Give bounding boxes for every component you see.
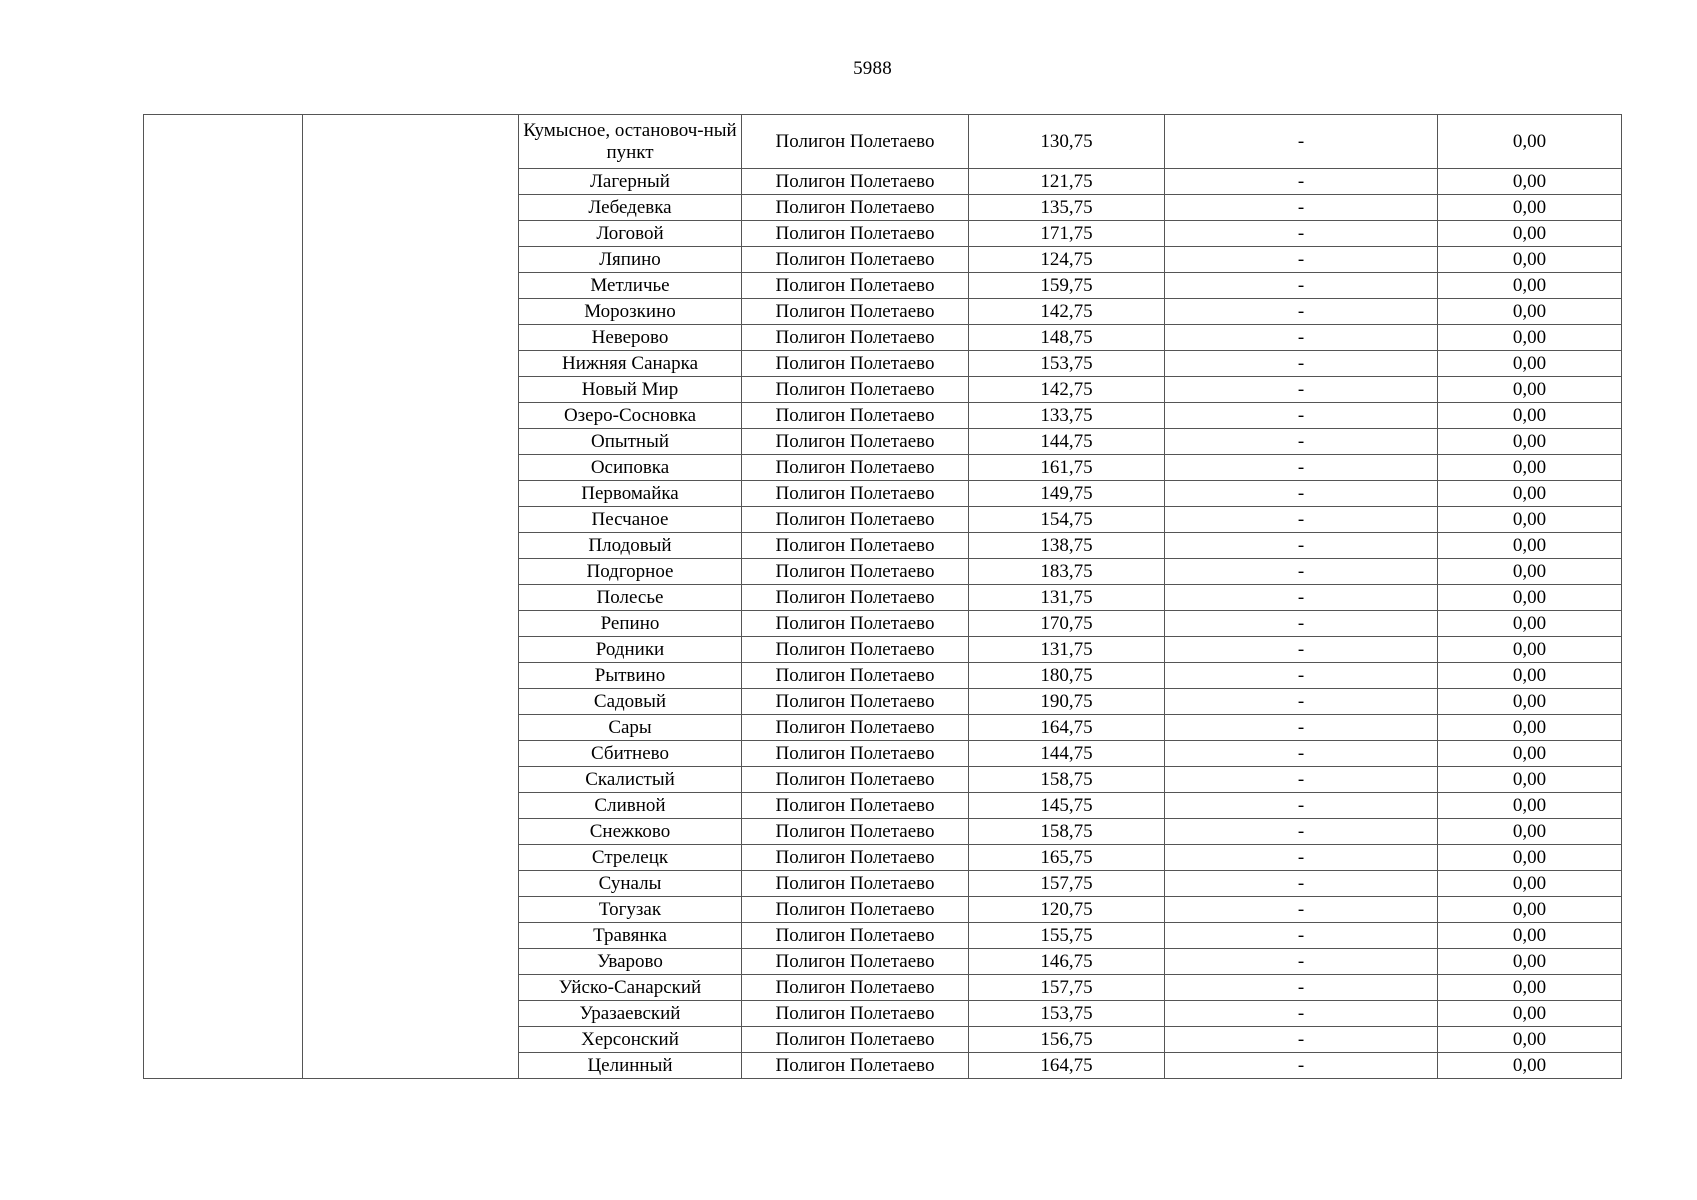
settlement-cell: Тогузак — [519, 897, 742, 923]
settlement-cell: Подгорное — [519, 559, 742, 585]
settlement-cell: Полесье — [519, 585, 742, 611]
dash-cell: - — [1165, 715, 1438, 741]
distance-cell: 183,75 — [969, 559, 1165, 585]
distance-cell: 153,75 — [969, 1001, 1165, 1027]
data-table — [143, 114, 1622, 1079]
value-cell: 0,00 — [1438, 663, 1622, 689]
value-cell: 0,00 — [1438, 533, 1622, 559]
dash-cell: - — [1165, 1027, 1438, 1053]
dash-cell: - — [1165, 299, 1438, 325]
dash-cell: - — [1165, 377, 1438, 403]
polygon-cell: Полигон Полетаево — [742, 559, 969, 585]
settlement-cell: Рытвино — [519, 663, 742, 689]
settlement-cell: Херсонский — [519, 1027, 742, 1053]
dash-cell: - — [1165, 115, 1438, 169]
dash-cell: - — [1165, 221, 1438, 247]
distance-cell: 133,75 — [969, 403, 1165, 429]
polygon-cell: Полигон Полетаево — [742, 689, 969, 715]
polygon-cell: Полигон Полетаево — [742, 975, 969, 1001]
settlement-cell: Первомайка — [519, 481, 742, 507]
dash-cell: - — [1165, 455, 1438, 481]
distance-cell: 146,75 — [969, 949, 1165, 975]
value-cell: 0,00 — [1438, 793, 1622, 819]
polygon-cell: Полигон Полетаево — [742, 949, 969, 975]
polygon-cell: Полигон Полетаево — [742, 819, 969, 845]
polygon-cell: Полигон Полетаево — [742, 1027, 969, 1053]
dash-cell: - — [1165, 819, 1438, 845]
distance-cell: 170,75 — [969, 611, 1165, 637]
value-cell: 0,00 — [1438, 949, 1622, 975]
value-cell: 0,00 — [1438, 767, 1622, 793]
dash-cell: - — [1165, 741, 1438, 767]
value-cell: 0,00 — [1438, 637, 1622, 663]
polygon-cell: Полигон Полетаево — [742, 273, 969, 299]
dash-cell: - — [1165, 949, 1438, 975]
distance-cell: 155,75 — [969, 923, 1165, 949]
settlement-cell: Метличье — [519, 273, 742, 299]
polygon-cell: Полигон Полетаево — [742, 741, 969, 767]
distance-cell: 164,75 — [969, 715, 1165, 741]
polygon-cell: Полигон Полетаево — [742, 637, 969, 663]
dash-cell: - — [1165, 663, 1438, 689]
dash-cell: - — [1165, 585, 1438, 611]
settlement-cell: Суналы — [519, 871, 742, 897]
settlement-cell: Нижняя Санарка — [519, 351, 742, 377]
value-cell: 0,00 — [1438, 1053, 1622, 1079]
polygon-cell: Полигон Полетаево — [742, 115, 969, 169]
value-cell: 0,00 — [1438, 115, 1622, 169]
polygon-cell: Полигон Полетаево — [742, 1053, 969, 1079]
settlement-cell: Плодовый — [519, 533, 742, 559]
settlement-cell: Лебедевка — [519, 195, 742, 221]
settlement-cell: Сливной — [519, 793, 742, 819]
merged-empty-cell-2 — [303, 115, 519, 1079]
dash-cell: - — [1165, 169, 1438, 195]
polygon-cell: Полигон Полетаево — [742, 1001, 969, 1027]
distance-cell: 145,75 — [969, 793, 1165, 819]
table-row — [144, 115, 1622, 169]
settlement-cell: Озеро-Сосновка — [519, 403, 742, 429]
polygon-cell: Полигон Полетаево — [742, 221, 969, 247]
value-cell: 0,00 — [1438, 559, 1622, 585]
dash-cell: - — [1165, 1001, 1438, 1027]
distance-cell: 156,75 — [969, 1027, 1165, 1053]
dash-cell: - — [1165, 793, 1438, 819]
distance-cell: 138,75 — [969, 533, 1165, 559]
settlement-cell: Морозкино — [519, 299, 742, 325]
dash-cell: - — [1165, 247, 1438, 273]
dash-cell: - — [1165, 975, 1438, 1001]
polygon-cell: Полигон Полетаево — [742, 403, 969, 429]
polygon-cell: Полигон Полетаево — [742, 455, 969, 481]
polygon-cell: Полигон Полетаево — [742, 585, 969, 611]
value-cell: 0,00 — [1438, 299, 1622, 325]
dash-cell: - — [1165, 767, 1438, 793]
settlement-cell: Целинный — [519, 1053, 742, 1079]
value-cell: 0,00 — [1438, 195, 1622, 221]
dash-cell: - — [1165, 507, 1438, 533]
settlement-cell: Осиповка — [519, 455, 742, 481]
polygon-cell: Полигон Полетаево — [742, 793, 969, 819]
settlement-cell: Кумысное, остановоч-ный пункт — [519, 115, 742, 169]
value-cell: 0,00 — [1438, 273, 1622, 299]
settlement-cell: Уварово — [519, 949, 742, 975]
distance-cell: 148,75 — [969, 325, 1165, 351]
value-cell: 0,00 — [1438, 897, 1622, 923]
polygon-cell: Полигон Полетаево — [742, 429, 969, 455]
value-cell: 0,00 — [1438, 715, 1622, 741]
value-cell: 0,00 — [1438, 429, 1622, 455]
polygon-cell: Полигон Полетаево — [742, 533, 969, 559]
distance-cell: 154,75 — [969, 507, 1165, 533]
dash-cell: - — [1165, 689, 1438, 715]
value-cell: 0,00 — [1438, 221, 1622, 247]
value-cell: 0,00 — [1438, 325, 1622, 351]
settlement-cell: Снежково — [519, 819, 742, 845]
distance-cell: 121,75 — [969, 169, 1165, 195]
distance-cell: 135,75 — [969, 195, 1165, 221]
distance-cell: 142,75 — [969, 299, 1165, 325]
polygon-cell: Полигон Полетаево — [742, 845, 969, 871]
value-cell: 0,00 — [1438, 377, 1622, 403]
polygon-cell: Полигон Полетаево — [742, 481, 969, 507]
polygon-cell: Полигон Полетаево — [742, 871, 969, 897]
polygon-cell: Полигон Полетаево — [742, 377, 969, 403]
distance-cell: 165,75 — [969, 845, 1165, 871]
settlement-cell: Опытный — [519, 429, 742, 455]
table-body — [144, 115, 1622, 1079]
distance-cell: 142,75 — [969, 377, 1165, 403]
value-cell: 0,00 — [1438, 403, 1622, 429]
settlement-cell: Песчаное — [519, 507, 742, 533]
value-cell: 0,00 — [1438, 923, 1622, 949]
distance-cell: 171,75 — [969, 221, 1165, 247]
polygon-cell: Полигон Полетаево — [742, 247, 969, 273]
distance-cell: 158,75 — [969, 767, 1165, 793]
settlement-cell: Репино — [519, 611, 742, 637]
value-cell: 0,00 — [1438, 611, 1622, 637]
value-cell: 0,00 — [1438, 845, 1622, 871]
dash-cell: - — [1165, 559, 1438, 585]
value-cell: 0,00 — [1438, 975, 1622, 1001]
dash-cell: - — [1165, 351, 1438, 377]
dash-cell: - — [1165, 1053, 1438, 1079]
value-cell: 0,00 — [1438, 247, 1622, 273]
settlement-cell: Сары — [519, 715, 742, 741]
polygon-cell: Полигон Полетаево — [742, 195, 969, 221]
settlement-cell: Лагерный — [519, 169, 742, 195]
value-cell: 0,00 — [1438, 871, 1622, 897]
distance-cell: 157,75 — [969, 871, 1165, 897]
distance-cell: 161,75 — [969, 455, 1165, 481]
value-cell: 0,00 — [1438, 351, 1622, 377]
dash-cell: - — [1165, 637, 1438, 663]
merged-empty-cell-1 — [144, 115, 303, 1079]
dash-cell: - — [1165, 533, 1438, 559]
settlement-cell: Скалистый — [519, 767, 742, 793]
settlement-cell: Уразаевский — [519, 1001, 742, 1027]
distance-cell: 149,75 — [969, 481, 1165, 507]
value-cell: 0,00 — [1438, 585, 1622, 611]
value-cell: 0,00 — [1438, 1027, 1622, 1053]
settlement-cell: Ляпино — [519, 247, 742, 273]
distance-cell: 180,75 — [969, 663, 1165, 689]
polygon-cell: Полигон Полетаево — [742, 169, 969, 195]
dash-cell: - — [1165, 611, 1438, 637]
distance-cell: 157,75 — [969, 975, 1165, 1001]
distance-cell: 131,75 — [969, 637, 1165, 663]
dash-cell: - — [1165, 403, 1438, 429]
settlement-cell: Родники — [519, 637, 742, 663]
polygon-cell: Полигон Полетаево — [742, 611, 969, 637]
value-cell: 0,00 — [1438, 169, 1622, 195]
dash-cell: - — [1165, 871, 1438, 897]
dash-cell: - — [1165, 429, 1438, 455]
value-cell: 0,00 — [1438, 819, 1622, 845]
distance-cell: 190,75 — [969, 689, 1165, 715]
settlement-cell: Травянка — [519, 923, 742, 949]
dash-cell: - — [1165, 845, 1438, 871]
value-cell: 0,00 — [1438, 689, 1622, 715]
settlement-cell: Уйско-Санарский — [519, 975, 742, 1001]
settlement-cell: Сбитнево — [519, 741, 742, 767]
distance-cell: 124,75 — [969, 247, 1165, 273]
distance-cell: 153,75 — [969, 351, 1165, 377]
polygon-cell: Полигон Полетаево — [742, 351, 969, 377]
dash-cell: - — [1165, 897, 1438, 923]
polygon-cell: Полигон Полетаево — [742, 923, 969, 949]
distance-cell: 159,75 — [969, 273, 1165, 299]
distance-cell: 164,75 — [969, 1053, 1165, 1079]
value-cell: 0,00 — [1438, 507, 1622, 533]
value-cell: 0,00 — [1438, 455, 1622, 481]
distance-cell: 120,75 — [969, 897, 1165, 923]
settlement-cell: Неверово — [519, 325, 742, 351]
dash-cell: - — [1165, 481, 1438, 507]
polygon-cell: Полигон Полетаево — [742, 663, 969, 689]
distance-cell: 130,75 — [969, 115, 1165, 169]
value-cell: 0,00 — [1438, 1001, 1622, 1027]
dash-cell: - — [1165, 195, 1438, 221]
polygon-cell: Полигон Полетаево — [742, 897, 969, 923]
distance-cell: 158,75 — [969, 819, 1165, 845]
settlement-cell: Садовый — [519, 689, 742, 715]
settlement-cell: Логовой — [519, 221, 742, 247]
dash-cell: - — [1165, 273, 1438, 299]
settlement-cell: Стрелецк — [519, 845, 742, 871]
polygon-cell: Полигон Полетаево — [742, 767, 969, 793]
distance-cell: 144,75 — [969, 429, 1165, 455]
polygon-cell: Полигон Полетаево — [742, 299, 969, 325]
value-cell: 0,00 — [1438, 481, 1622, 507]
page-number: 5988 — [853, 58, 892, 79]
value-cell: 0,00 — [1438, 741, 1622, 767]
polygon-cell: Полигон Полетаево — [742, 715, 969, 741]
distance-cell: 144,75 — [969, 741, 1165, 767]
polygon-cell: Полигон Полетаево — [742, 507, 969, 533]
polygon-cell: Полигон Полетаево — [742, 325, 969, 351]
dash-cell: - — [1165, 325, 1438, 351]
dash-cell: - — [1165, 923, 1438, 949]
settlement-cell: Новый Мир — [519, 377, 742, 403]
distance-cell: 131,75 — [969, 585, 1165, 611]
